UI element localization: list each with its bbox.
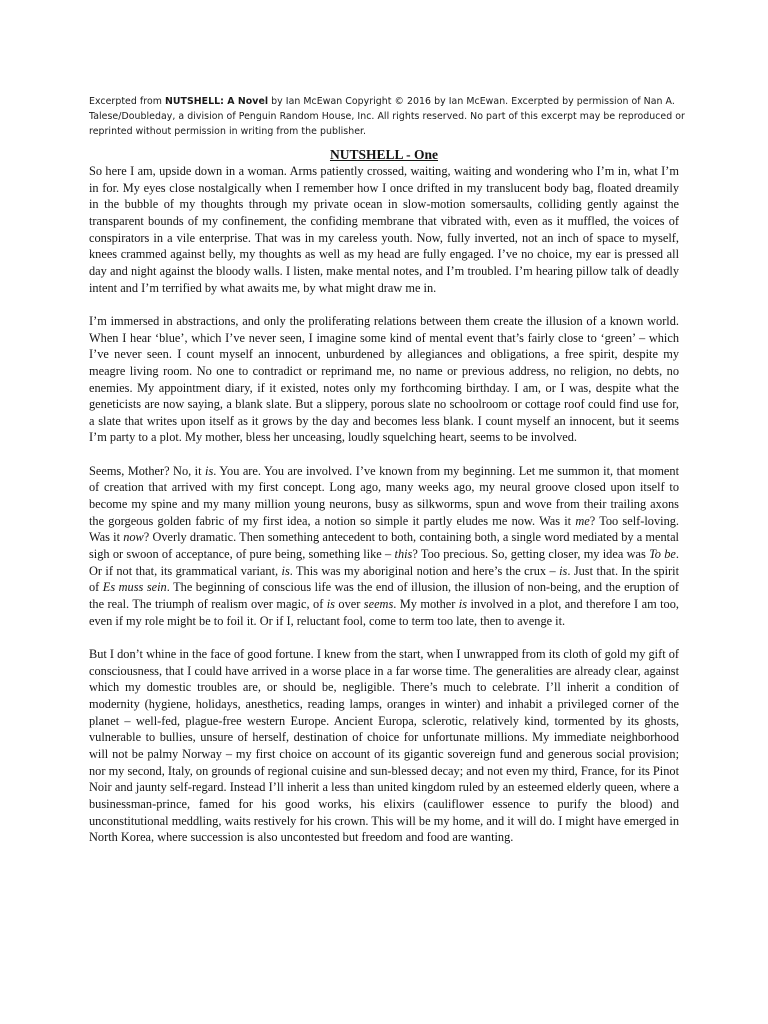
italic-text: now [123,530,144,545]
italic-text: is [326,597,335,612]
paragraph-4 [89,646,679,846]
paragraph-2 [89,313,679,446]
paragraph-text: involved in a plot, and therefore I am too, even if my role might be to foil it. Or if I, reluctant fool, come to term too late, then to avenge it. [89,597,679,628]
paragraph-text: ? Too precious. So, getting closer, my idea was [412,547,650,562]
chapter-title: NUTSHELL - One [329,147,439,162]
paragraph-text: . Just that. In the spirit of [89,563,679,595]
italic-text: is [458,597,468,612]
paragraph-1 [89,163,679,296]
paragraph-text: . This was my aboriginal notion and here’s the crux – [289,563,560,578]
paragraph-text: ? Too self-loving. Was it [89,513,679,545]
italic-text: this [394,547,413,562]
excerpt-body [89,163,679,863]
credit-prefix: Excerpted from [89,96,165,107]
italic-text: is [205,463,214,478]
copyright-notice [89,94,689,139]
italic-text: To be [649,547,676,562]
paragraph-text: Seems, Mother? No, it [89,463,206,478]
paragraph-text: But I don’t whine in the face of good fortune. I knew from the start, when I unwrapped from its cloth of gold my gift of consciousness, that I could have arrived in a worse place in a far worse time. The generalities are already clear, against which my domestic troubles are, or should be, negligible. There’s much to celebrate. I’ll inherit a condition of modernity (hygiene, holidays, anesthetics, reading lamps, oranges in winter) and inhabit a privileged corner of the planet – well-fed, plague-free western Europe. Ancient Europa, sclerotic, relatively kind, tormented by its ghosts, vulnerable to bullies, unsure of herself, destination of choice for unfortunate millions. My immediate neighborhood will not be palmy Norway – my first choice on account of its gigantic sovereign fund and generous social provision; nor my second, Italy, on grounds of regional cuisine and sun-blessed decay; and not even my third, France, for its Pinot Noir and jaunty self-regard. Instead I’ll inherit a less than united kingdom ruled by an esteemed elderly queen, where a businessman-prince, famed for his good works, his elixirs (cauliflower essence to purify the blood) and unconstitutional meddling, waits restively for his crown. This will be my home, and it will do. I might have emerged in North Korea, where succession is also uncontested but freedom and food are wanting. [89,646,679,845]
italic-text: is [281,563,290,578]
paragraph-text: over [334,597,364,612]
paragraph-3 [89,463,679,630]
italic-text: me [575,513,590,528]
italic-text: Es muss sein [102,580,167,595]
paragraph-text: So here I am, upside down in a woman. Arms patiently crossed, waiting, waiting and wondering who I’m in, what I’m in for. My eyes close nostalgically when I remember how I once drifted in my translucent body bag, floated dreamily in the bubble of my thoughts through my private ocean in slow-motion somersaults, colliding gently against the transparent bounds of my confinement, the confiding membrane that vibrated with, even as it muffled, the voices of conspirators in a vile enterprise. That was in my careless youth. Now, fully inverted, not an inch of space to myself, knees crammed against belly, my thoughts as well as my head are fully engaged. I’ve no choice, my ear is pressed all day and night against the bloody walls. I listen, make mental notes, and I’m troubled. I’m hearing pillow talk of deadly intent and I’m terrified by what awaits me, by what might draw me in. [89,164,679,295]
credit-suffix: by Ian McEwan Copyright © 2016 by Ian McEwan. Excerpted by permission of Nan A. Talese/Doubleday, a division of Penguin Random House, Inc. All rights reserved. No part of this excerpt may be reproduced or reprinted without permission in writing from the publisher. [89,96,685,137]
paragraph-text: ? Overly dramatic. Then something antecedent to both, containing both, a single word mediated by a mental sigh or swoon of acceptance, of pure being, something like – [89,530,679,562]
paragraph-text: I’m immersed in abstractions, and only the proliferating relations between them create the illusion of a known world. When I hear ‘blue’, which I’ve never seen, I imagine some kind of mental event that’s fairly close to ‘green’ – which I’ve never seen. I count myself an innocent, unburdened by allegiances and obligations, a free spirit, despite my meagre living room. No one to contradict or reprimand me, no name or previous address, no religion, no debts, no enemies. My appointment diary, if it existed, notes only my forthcoming birthday. I am, or I was, despite what the geneticists are now saying, a blank slate. But a slippery, porous slate no schoolroom or cottage roof could find use for, a slate that writes upon itself as it grows by the day and becomes less blank. I count myself an innocent, but it seems I’m party to a plot. My mother, bless her unceasing, loudly squelching heart, seems to be involved. [89,313,679,445]
italic-text: is [559,563,568,578]
paragraph-text: . My mother [393,597,459,612]
paragraph-text: . You are. You are involved. I’ve known from my beginning. Let me summon it, that moment of creation that arrived with my first concept. Long ago, many weeks ago, my neural groove closed upon itself to become my spine and my many million young neurons, busy as silkworms, spun and wove from their trailing axons the gorgeous golden fabric of my first idea, a notion so simple it partly eludes me now. Was it [89,463,679,528]
credit-book-title: NUTSHELL: A Novel [164,96,269,107]
paragraph-text: . Or if not that, its grammatical variant, [89,547,680,578]
italic-text: seems [363,597,394,612]
paragraph-text: . The beginning of conscious life was the end of illusion, the illusion of non-being, and the eruption of the real. The triumph of realism over magic, of [89,580,680,612]
